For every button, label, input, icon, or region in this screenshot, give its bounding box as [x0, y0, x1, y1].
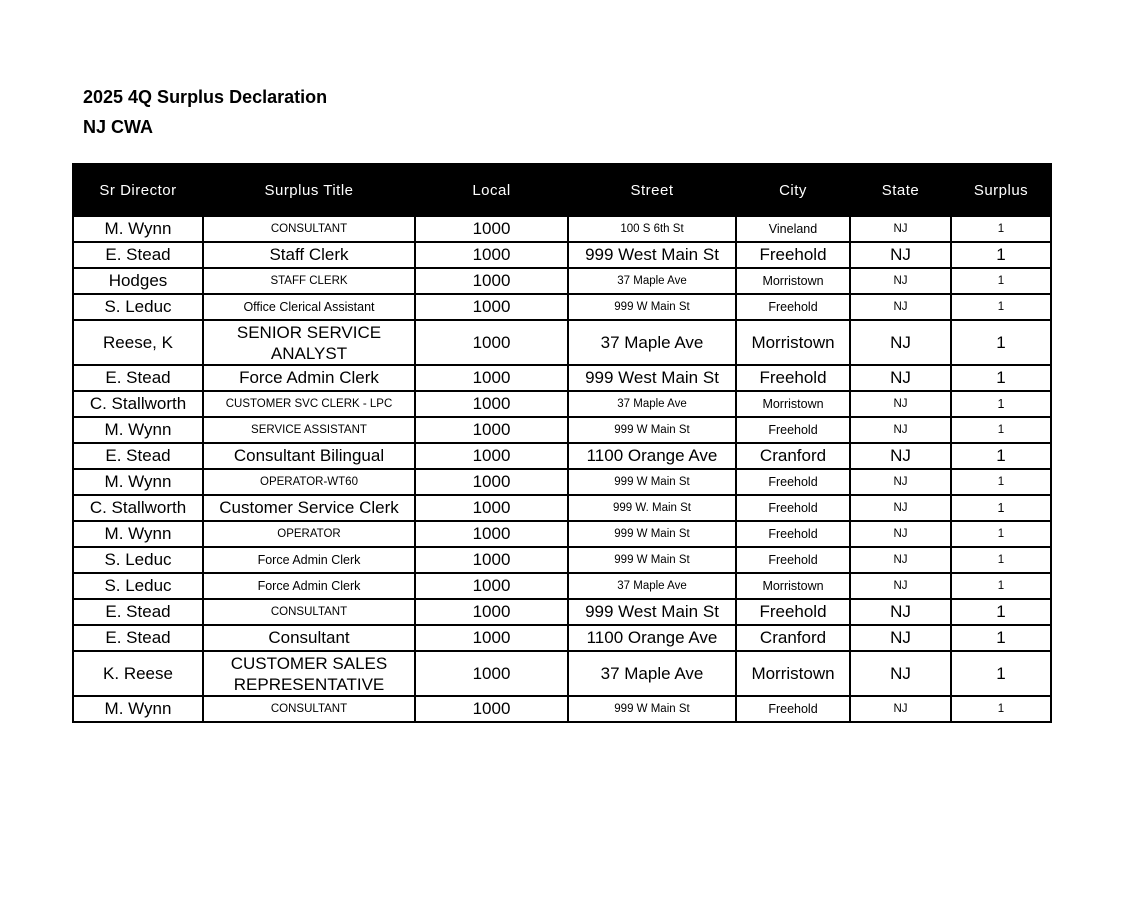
cell-state: NJ — [850, 417, 951, 443]
cell-local: 1000 — [415, 696, 568, 722]
cell-city: Cranford — [736, 443, 850, 469]
cell-city: Freehold — [736, 469, 850, 495]
cell-director: C. Stallworth — [73, 391, 203, 417]
cell-surplus: 1 — [951, 599, 1051, 625]
table-row — [73, 242, 1051, 268]
cell-city: Morristown — [736, 391, 850, 417]
cell-director: M. Wynn — [73, 216, 203, 242]
cell-street: 999 W Main St — [568, 469, 736, 495]
cell-state: NJ — [850, 573, 951, 599]
cell-state: NJ — [850, 443, 951, 469]
cell-director: E. Stead — [73, 365, 203, 391]
cell-title: SENIOR SERVICE ANALYST — [203, 320, 415, 365]
cell-surplus: 1 — [951, 365, 1051, 391]
table-row — [73, 696, 1051, 722]
column-header-city: City — [736, 164, 850, 216]
cell-state: NJ — [850, 547, 951, 573]
cell-state: NJ — [850, 469, 951, 495]
cell-local: 1000 — [415, 391, 568, 417]
cell-local: 1000 — [415, 443, 568, 469]
cell-director: E. Stead — [73, 443, 203, 469]
column-header-state: State — [850, 164, 951, 216]
page-title: 2025 4Q Surplus Declaration — [83, 87, 328, 107]
cell-local: 1000 — [415, 365, 568, 391]
table-row — [73, 320, 1051, 365]
cell-surplus: 1 — [951, 521, 1051, 547]
cell-title: Consultant Bilingual — [203, 443, 415, 469]
cell-street: 999 W Main St — [568, 417, 736, 443]
cell-surplus: 1 — [951, 294, 1051, 320]
cell-state: NJ — [850, 242, 951, 268]
cell-surplus: 1 — [951, 268, 1051, 294]
cell-director: M. Wynn — [73, 521, 203, 547]
cell-state: NJ — [850, 599, 951, 625]
cell-director: C. Stallworth — [73, 495, 203, 521]
cell-state: NJ — [850, 495, 951, 521]
surplus-table — [72, 163, 1052, 723]
cell-local: 1000 — [415, 599, 568, 625]
cell-local: 1000 — [415, 320, 568, 365]
cell-director: Reese, K — [73, 320, 203, 365]
table-row — [73, 469, 1051, 495]
cell-local: 1000 — [415, 216, 568, 242]
cell-director: E. Stead — [73, 625, 203, 651]
cell-street: 999 West Main St — [568, 242, 736, 268]
table-row — [73, 417, 1051, 443]
cell-surplus: 1 — [951, 443, 1051, 469]
table-row — [73, 443, 1051, 469]
cell-surplus: 1 — [951, 320, 1051, 365]
cell-state: NJ — [850, 268, 951, 294]
cell-street: 999 W. Main St — [568, 495, 736, 521]
cell-surplus: 1 — [951, 469, 1051, 495]
cell-title: CONSULTANT — [203, 599, 415, 625]
column-header-surplus: Surplus — [951, 164, 1051, 216]
table-row — [73, 547, 1051, 573]
cell-state: NJ — [850, 521, 951, 547]
cell-street: 37 Maple Ave — [568, 651, 736, 696]
table-row — [73, 495, 1051, 521]
cell-director: M. Wynn — [73, 417, 203, 443]
cell-street: 999 West Main St — [568, 599, 736, 625]
table-row — [73, 294, 1051, 320]
cell-director: E. Stead — [73, 599, 203, 625]
table-row — [73, 365, 1051, 391]
cell-state: NJ — [850, 696, 951, 722]
cell-city: Freehold — [736, 495, 850, 521]
cell-local: 1000 — [415, 268, 568, 294]
table-row — [73, 521, 1051, 547]
cell-title: CUSTOMER SVC CLERK - LPC — [203, 391, 415, 417]
cell-state: NJ — [850, 365, 951, 391]
cell-local: 1000 — [415, 417, 568, 443]
cell-title: Office Clerical Assistant — [203, 294, 415, 320]
cell-title: SERVICE ASSISTANT — [203, 417, 415, 443]
cell-city: Morristown — [736, 651, 850, 696]
cell-state: NJ — [850, 216, 951, 242]
cell-street: 1100 Orange Ave — [568, 625, 736, 651]
cell-director: S. Leduc — [73, 294, 203, 320]
table-row — [73, 391, 1051, 417]
cell-surplus: 1 — [951, 242, 1051, 268]
cell-local: 1000 — [415, 547, 568, 573]
column-header-surplus-title: Surplus Title — [203, 164, 415, 216]
column-header-street: Street — [568, 164, 736, 216]
cell-state: NJ — [850, 391, 951, 417]
cell-city: Freehold — [736, 547, 850, 573]
cell-director: S. Leduc — [73, 573, 203, 599]
cell-city: Cranford — [736, 625, 850, 651]
cell-title: STAFF CLERK — [203, 268, 415, 294]
cell-city: Freehold — [736, 521, 850, 547]
cell-surplus: 1 — [951, 495, 1051, 521]
cell-surplus: 1 — [951, 696, 1051, 722]
cell-local: 1000 — [415, 469, 568, 495]
cell-local: 1000 — [415, 573, 568, 599]
cell-surplus: 1 — [951, 417, 1051, 443]
cell-surplus: 1 — [951, 573, 1051, 599]
cell-title: Customer Service Clerk — [203, 495, 415, 521]
table-header-row — [73, 164, 1051, 216]
cell-title: OPERATOR — [203, 521, 415, 547]
cell-title: Force Admin Clerk — [203, 547, 415, 573]
cell-city: Freehold — [736, 365, 850, 391]
cell-director: E. Stead — [73, 242, 203, 268]
table-row — [73, 216, 1051, 242]
page-subtitle: NJ CWA — [83, 117, 154, 137]
cell-title: CONSULTANT — [203, 696, 415, 722]
cell-street: 999 W Main St — [568, 696, 736, 722]
cell-street: 999 West Main St — [568, 365, 736, 391]
cell-surplus: 1 — [951, 216, 1051, 242]
column-header-local: Local — [415, 164, 568, 216]
cell-street: 37 Maple Ave — [568, 268, 736, 294]
cell-surplus: 1 — [951, 547, 1051, 573]
cell-city: Freehold — [736, 696, 850, 722]
cell-title: CUSTOMER SALES REPRESENTATIVE — [203, 651, 415, 696]
cell-street: 999 W Main St — [568, 521, 736, 547]
table-row — [73, 599, 1051, 625]
cell-director: M. Wynn — [73, 469, 203, 495]
cell-local: 1000 — [415, 242, 568, 268]
cell-street: 999 W Main St — [568, 294, 736, 320]
cell-director: K. Reese — [73, 651, 203, 696]
cell-title: Consultant — [203, 625, 415, 651]
cell-state: NJ — [850, 294, 951, 320]
cell-local: 1000 — [415, 495, 568, 521]
cell-street: 37 Maple Ave — [568, 573, 736, 599]
table-row — [73, 573, 1051, 599]
cell-title: CONSULTANT — [203, 216, 415, 242]
cell-city: Freehold — [736, 242, 850, 268]
cell-surplus: 1 — [951, 391, 1051, 417]
cell-street: 1100 Orange Ave — [568, 443, 736, 469]
cell-city: Morristown — [736, 268, 850, 294]
cell-street: 100 S 6th St — [568, 216, 736, 242]
cell-city: Freehold — [736, 599, 850, 625]
cell-state: NJ — [850, 651, 951, 696]
cell-local: 1000 — [415, 294, 568, 320]
cell-title: OPERATOR-WT60 — [203, 469, 415, 495]
cell-city: Morristown — [736, 573, 850, 599]
cell-city: Freehold — [736, 417, 850, 443]
table-row — [73, 651, 1051, 696]
cell-director: M. Wynn — [73, 696, 203, 722]
cell-state: NJ — [850, 320, 951, 365]
table-row — [73, 268, 1051, 294]
cell-city: Vineland — [736, 216, 850, 242]
cell-director: Hodges — [73, 268, 203, 294]
cell-street: 37 Maple Ave — [568, 391, 736, 417]
cell-title: Force Admin Clerk — [203, 365, 415, 391]
cell-local: 1000 — [415, 651, 568, 696]
cell-title: Staff Clerk — [203, 242, 415, 268]
cell-surplus: 1 — [951, 651, 1051, 696]
column-header-sr-director: Sr Director — [73, 164, 203, 216]
cell-surplus: 1 — [951, 625, 1051, 651]
cell-city: Freehold — [736, 294, 850, 320]
cell-city: Morristown — [736, 320, 850, 365]
cell-street: 37 Maple Ave — [568, 320, 736, 365]
cell-state: NJ — [850, 625, 951, 651]
cell-local: 1000 — [415, 625, 568, 651]
cell-title: Force Admin Clerk — [203, 573, 415, 599]
cell-street: 999 W Main St — [568, 547, 736, 573]
cell-director: S. Leduc — [73, 547, 203, 573]
cell-local: 1000 — [415, 521, 568, 547]
table-row — [73, 625, 1051, 651]
